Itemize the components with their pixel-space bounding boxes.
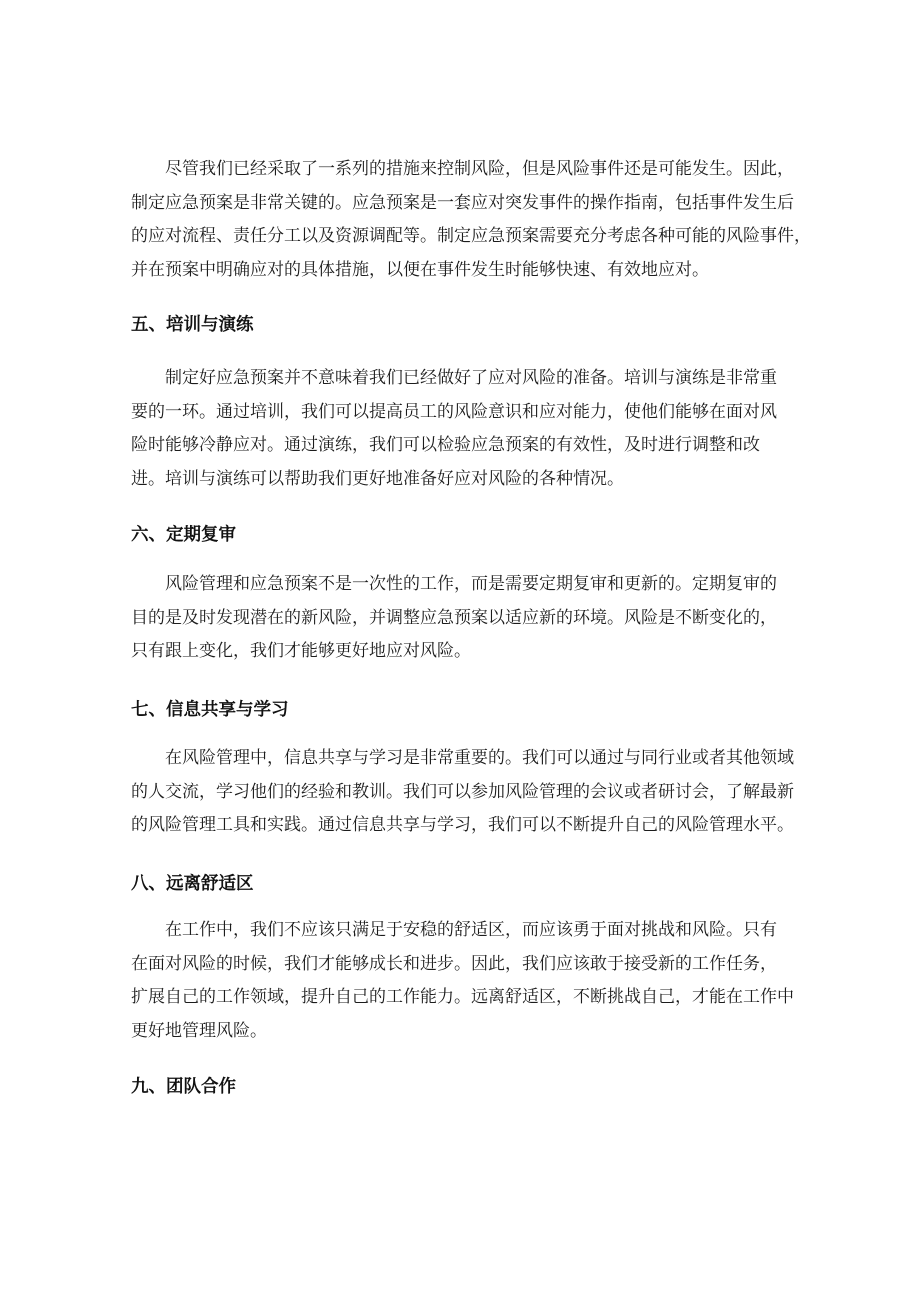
section-heading-comfort-zone: 八、远离舒适区 [131,874,254,894]
paragraph-line: 进。培训与演练可以帮助我们更好地准备好应对风险的各种情况。 [131,468,624,489]
section-paragraph-sharing [131,742,801,843]
paragraph-line: 更好地管理风险。 [131,1020,267,1041]
paragraph-line: 在工作中，我们不应该只满足于安稳的舒适区，而应该勇于面对挑战和风险。只有 [131,920,777,940]
paragraph-line: 风险管理和应急预案不是一次性的工作，而是需要定期复审和更新的。定期复审的 [131,574,777,594]
paragraph-line: 在风险管理中，信息共享与学习是非常重要的。我们可以通过与同行业或者其他领域 [131,748,794,768]
paragraph-line: 制定好应急预案并不意味着我们已经做好了应对风险的准备。培训与演练是非常重 [131,368,777,388]
paragraph-line: 尽管我们已经采取了一系列的措施来控制风险，但是风险事件还是可能发生。因此， [131,159,794,179]
section-heading-training: 五、培训与演练 [131,315,254,335]
section-paragraph-training [131,362,801,496]
paragraph-line: 在面对风险的时候，我们才能够成长和进步。因此，我们应该敢于接受新的工作任务， [131,953,777,974]
section-heading-review: 六、定期复审 [131,525,236,545]
paragraph-line: 只有跟上变化，我们才能够更好地应对风险。 [131,641,471,661]
section-paragraph-review [131,568,801,669]
paragraph-line: 的人交流，学习他们的经验和教训。我们可以参加风险管理的会议或者研讨会，了解最新 [131,781,794,802]
section-heading-sharing: 七、信息共享与学习 [131,700,289,720]
section-heading-teamwork: 九、团队合作 [131,1077,236,1097]
paragraph-line: 制定应急预案是非常关键的。应急预案是一套应对突发事件的操作指南，包括事件发生后 [131,192,794,213]
paragraph-line: 险时能够冷静应对。通过演练，我们可以检验应急预案的有效性，及时进行调整和改 [131,435,760,455]
section-paragraph-comfort-zone [131,914,801,1048]
paragraph-line: 扩展自己的工作领域，提升自己的工作能力。远离舒适区，不断挑战自己，才能在工作中 [131,987,794,1007]
paragraph-line: 并在预案中明确应对的具体措施，以便在事件发生时能够快速、有效地应对。 [131,259,709,280]
intro-paragraph [131,153,811,287]
paragraph-line: 要的一环。通过培训，我们可以提高员工的风险意识和应对能力，使他们能够在面对风 [131,401,777,422]
paragraph-line: 目的是及时发现潜在的新风险，并调整应急预案以适应新的环境。风险是不断变化的， [131,607,777,628]
paragraph-line: 的风险管理工具和实践。通过信息共享与学习，我们可以不断提升自己的风险管理水平。 [131,815,794,835]
paragraph-line: 的应对流程、责任分工以及资源调配等。制定应急预案需要充分考虑各种可能的风险事件， [131,226,811,246]
